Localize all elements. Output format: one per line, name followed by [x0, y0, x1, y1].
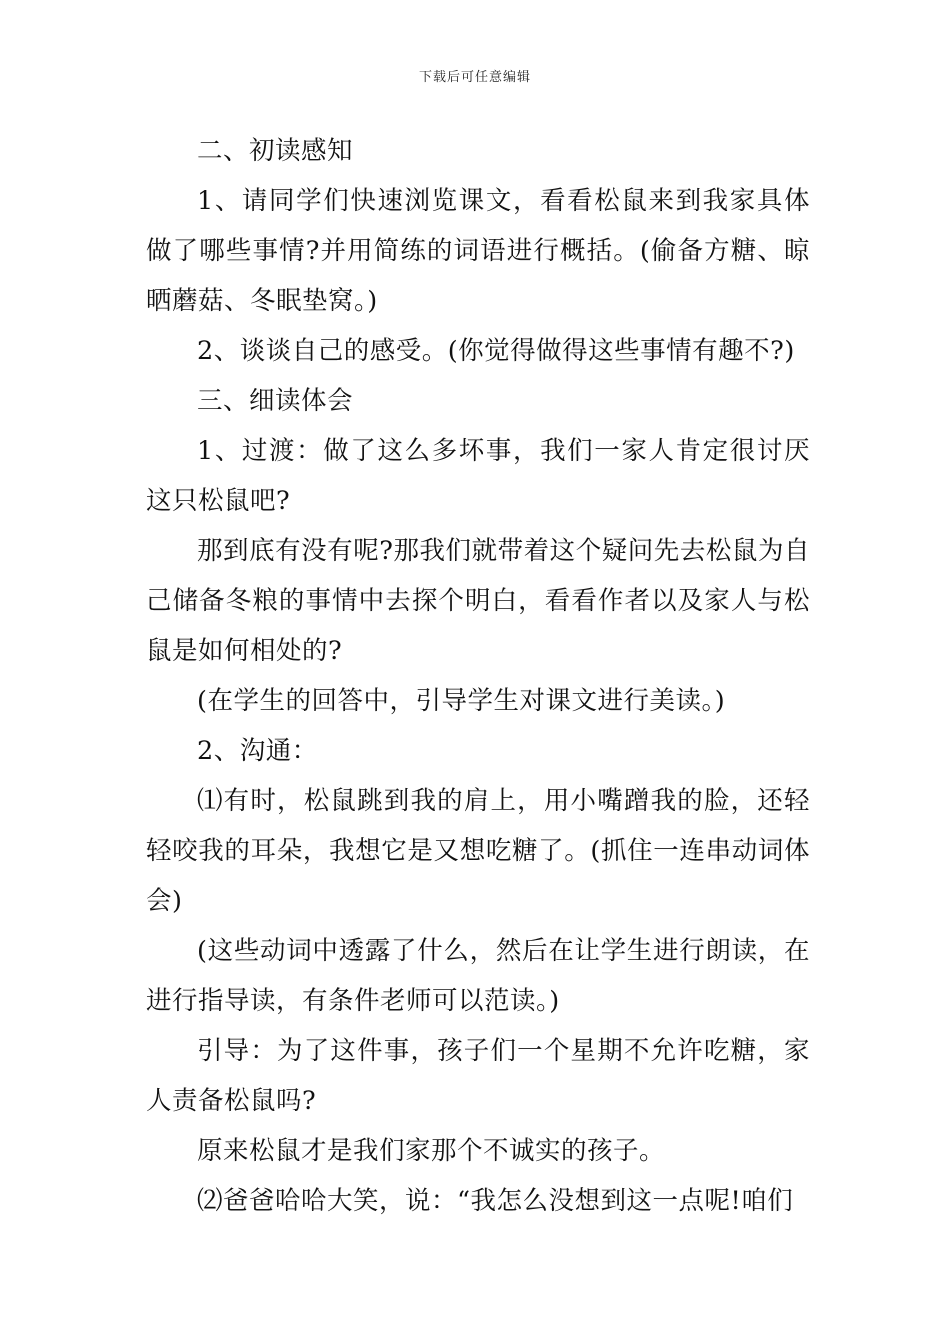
paragraph-inquiry: 那到底有没有呢?那我们就带着这个疑问先去松鼠为自己储备冬粮的事情中去探个明白，看看作者以及家人与松鼠是如何相处的? [146, 536, 810, 666]
paragraph-reading-note: (在学生的回答中，引导学生对课文进行美读。) [197, 686, 726, 716]
paragraph-communication-heading: 2、沟通： [197, 736, 318, 766]
section-heading-first-reading: 二、初读感知 [197, 136, 354, 166]
section-heading-detailed-reading: 三、细读体会 [197, 386, 354, 416]
paragraph-question-1: 1、请同学们快速浏览课文，看看松鼠来到我家具体做了哪些事情?并用简练的词语进行概括。(偷备方糖、晾晒蘑菇、冬眠垫窝。) [146, 186, 810, 316]
paragraph-conclusion: 原来松鼠才是我们家那个不诚实的孩子。 [197, 1136, 666, 1166]
page-header-note: 下载后可任意编辑 [418, 70, 531, 85]
document-body [146, 126, 810, 1226]
paragraph-item-2: ⑵爸爸哈哈大笑，说：“我怎么没想到这一点呢!咱们 [197, 1186, 794, 1216]
paragraph-question-2: 2、谈谈自己的感受。(你觉得做得这些事情有趣不?) [197, 336, 795, 366]
paragraph-item-1: ⑴有时，松鼠跳到我的肩上，用小嘴蹭我的脸，还轻轻咬我的耳朵，我想它是又想吃糖了。(抓住一连串动词体会) [146, 786, 810, 916]
paragraph-guidance: 引导：为了这件事，孩子们一个星期不允许吃糖，家人责备松鼠吗? [146, 1036, 810, 1116]
paragraph-transition: 1、过渡：做了这么多坏事，我们一家人肯定很讨厌这只松鼠吧? [146, 436, 810, 516]
paragraph-verbs-note: (这些动词中透露了什么，然后在让学生进行朗读，在进行指导读，有条件老师可以范读。) [146, 936, 810, 1016]
